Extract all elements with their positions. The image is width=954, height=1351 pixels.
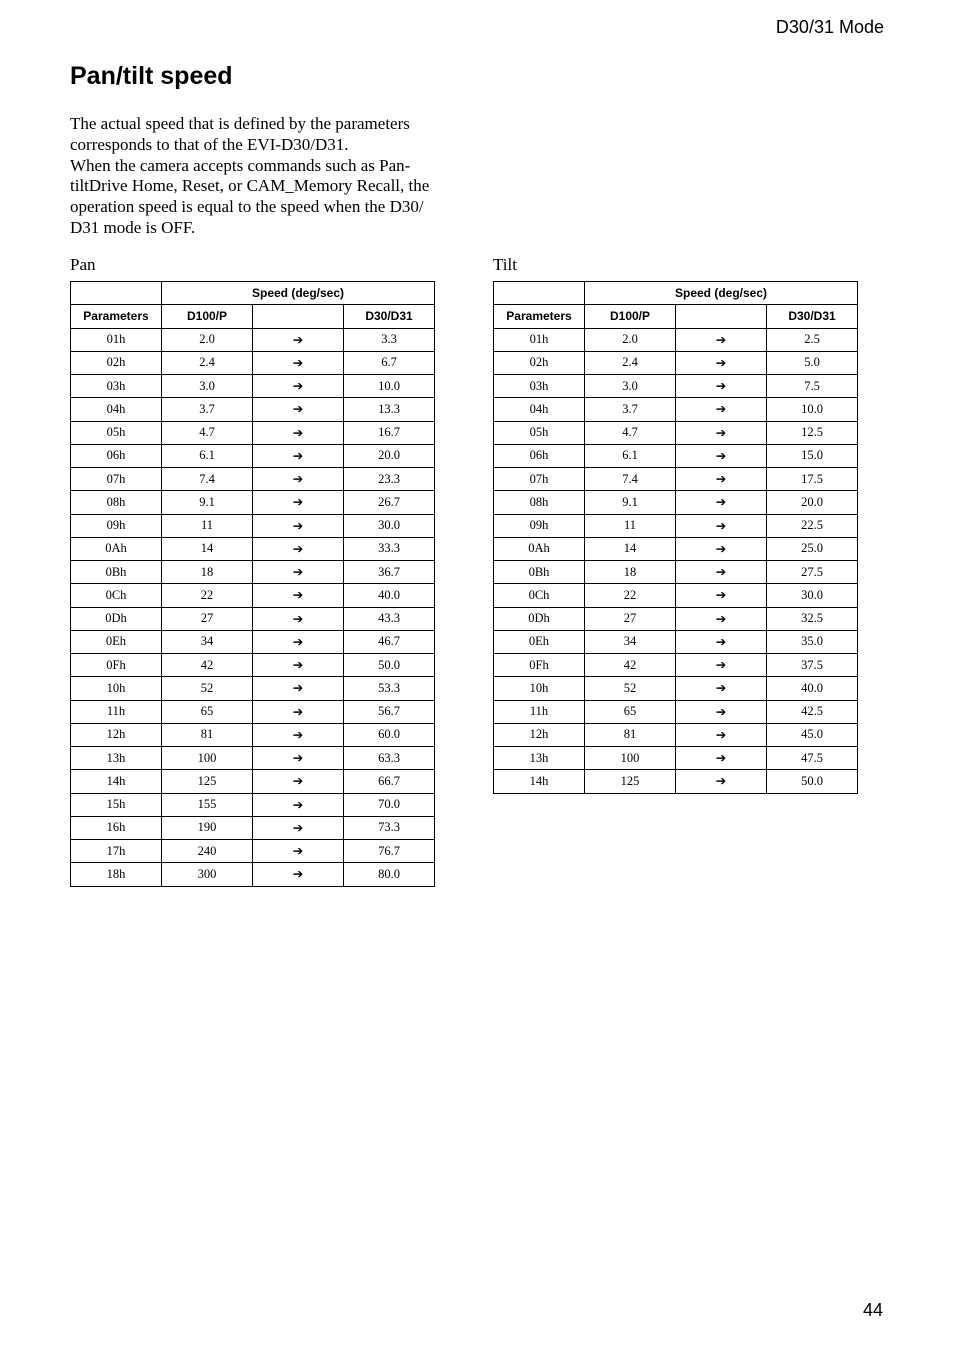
parameter-cell: 0Ch xyxy=(71,584,162,607)
arrow-icon: ➔ xyxy=(253,723,344,746)
arrow-icon: ➔ xyxy=(253,514,344,537)
d30d31-speed-cell: 12.5 xyxy=(767,421,858,444)
d30d31-speed-cell: 33.3 xyxy=(344,537,435,560)
parameter-cell: 0Fh xyxy=(71,654,162,677)
d30d31-speed-cell: 40.0 xyxy=(767,677,858,700)
table-row xyxy=(71,398,435,421)
parameter-cell: 0Bh xyxy=(71,561,162,584)
parameter-cell: 02h xyxy=(494,351,585,374)
table-row xyxy=(494,630,858,653)
d30d31-speed-cell: 17.5 xyxy=(767,468,858,491)
table-row xyxy=(71,723,435,746)
parameter-cell: 01h xyxy=(494,328,585,351)
d100p-header: D100/P xyxy=(162,305,253,328)
d30d31-speed-cell: 7.5 xyxy=(767,375,858,398)
parameter-cell: 0Dh xyxy=(71,607,162,630)
parameters-header: Parameters xyxy=(71,305,162,328)
arrow-icon: ➔ xyxy=(253,630,344,653)
d30d31-speed-cell: 37.5 xyxy=(767,654,858,677)
d100p-speed-cell: 4.7 xyxy=(585,421,676,444)
table-row xyxy=(494,700,858,723)
table-row xyxy=(71,770,435,793)
parameter-cell: 0Ch xyxy=(494,584,585,607)
d100p-speed-cell: 81 xyxy=(585,723,676,746)
arrow-icon: ➔ xyxy=(676,398,767,421)
arrow-icon: ➔ xyxy=(676,654,767,677)
d100p-speed-cell: 11 xyxy=(162,514,253,537)
parameter-cell: 14h xyxy=(494,770,585,793)
d30d31-speed-cell: 60.0 xyxy=(344,723,435,746)
table-row xyxy=(71,584,435,607)
table-row xyxy=(494,328,858,351)
arrow-icon: ➔ xyxy=(253,700,344,723)
d30d31-speed-cell: 56.7 xyxy=(344,700,435,723)
parameters-header: Parameters xyxy=(494,305,585,328)
d100p-speed-cell: 14 xyxy=(585,537,676,560)
pan-table-caption: Pan xyxy=(70,255,96,274)
arrow-icon: ➔ xyxy=(253,863,344,886)
tilt-speed-table xyxy=(493,281,858,794)
d100p-speed-cell: 18 xyxy=(585,561,676,584)
arrow-icon: ➔ xyxy=(676,747,767,770)
table-row xyxy=(494,468,858,491)
arrow-icon: ➔ xyxy=(676,630,767,653)
parameter-cell: 06h xyxy=(494,444,585,467)
d100p-speed-cell: 22 xyxy=(585,584,676,607)
arrow-icon: ➔ xyxy=(676,584,767,607)
d30d31-speed-cell: 25.0 xyxy=(767,537,858,560)
arrow-icon: ➔ xyxy=(253,375,344,398)
d30d31-speed-cell: 45.0 xyxy=(767,723,858,746)
d30d31-speed-cell: 46.7 xyxy=(344,630,435,653)
empty-header-cell xyxy=(676,305,767,328)
parameter-cell: 18h xyxy=(71,863,162,886)
d100p-speed-cell: 27 xyxy=(162,607,253,630)
arrow-icon: ➔ xyxy=(253,351,344,374)
d30d31-speed-cell: 50.0 xyxy=(767,770,858,793)
parameter-cell: 0Fh xyxy=(494,654,585,677)
table-header-row xyxy=(71,305,435,328)
d100p-speed-cell: 52 xyxy=(162,677,253,700)
arrow-icon: ➔ xyxy=(253,607,344,630)
table-row xyxy=(71,630,435,653)
table-row xyxy=(494,514,858,537)
d30d31-speed-cell: 6.7 xyxy=(344,351,435,374)
parameter-cell: 08h xyxy=(494,491,585,514)
table-row xyxy=(71,816,435,839)
parameter-cell: 0Ah xyxy=(71,537,162,560)
table-row xyxy=(494,491,858,514)
arrow-icon: ➔ xyxy=(253,677,344,700)
arrow-icon: ➔ xyxy=(253,816,344,839)
arrow-icon: ➔ xyxy=(253,328,344,351)
parameter-cell: 17h xyxy=(71,840,162,863)
parameter-cell: 10h xyxy=(494,677,585,700)
d100p-speed-cell: 22 xyxy=(162,584,253,607)
parameter-cell: 10h xyxy=(71,677,162,700)
d100p-speed-cell: 9.1 xyxy=(585,491,676,514)
d100p-speed-cell: 100 xyxy=(585,747,676,770)
arrow-icon: ➔ xyxy=(676,677,767,700)
parameter-cell: 03h xyxy=(494,375,585,398)
arrow-icon: ➔ xyxy=(676,468,767,491)
table-row xyxy=(71,654,435,677)
arrow-icon: ➔ xyxy=(253,793,344,816)
arrow-icon: ➔ xyxy=(253,537,344,560)
d30d31-speed-cell: 40.0 xyxy=(344,584,435,607)
d30d31-speed-cell: 23.3 xyxy=(344,468,435,491)
table-row xyxy=(71,537,435,560)
arrow-icon: ➔ xyxy=(253,444,344,467)
speed-group-header: Speed (deg/sec) xyxy=(585,282,858,305)
arrow-icon: ➔ xyxy=(676,514,767,537)
d100p-speed-cell: 9.1 xyxy=(162,491,253,514)
d100p-speed-cell: 52 xyxy=(585,677,676,700)
parameter-cell: 07h xyxy=(494,468,585,491)
parameter-cell: 12h xyxy=(494,723,585,746)
arrow-icon: ➔ xyxy=(676,561,767,584)
speed-group-header: Speed (deg/sec) xyxy=(162,282,435,305)
arrow-icon: ➔ xyxy=(676,700,767,723)
d100p-speed-cell: 65 xyxy=(585,700,676,723)
d100p-speed-cell: 3.7 xyxy=(162,398,253,421)
arrow-icon: ➔ xyxy=(253,561,344,584)
table-row xyxy=(71,514,435,537)
parameter-cell: 0Ah xyxy=(494,537,585,560)
table-row xyxy=(494,584,858,607)
d100p-header: D100/P xyxy=(585,305,676,328)
arrow-icon: ➔ xyxy=(676,723,767,746)
d100p-speed-cell: 34 xyxy=(585,630,676,653)
arrow-icon: ➔ xyxy=(253,421,344,444)
parameter-cell: 08h xyxy=(71,491,162,514)
arrow-icon: ➔ xyxy=(676,351,767,374)
d100p-speed-cell: 42 xyxy=(162,654,253,677)
d30d31-speed-cell: 32.5 xyxy=(767,607,858,630)
d30d31-speed-cell: 53.3 xyxy=(344,677,435,700)
d30d31-speed-cell: 10.0 xyxy=(767,398,858,421)
d100p-speed-cell: 2.4 xyxy=(585,351,676,374)
d100p-speed-cell: 125 xyxy=(162,770,253,793)
parameter-cell: 05h xyxy=(494,421,585,444)
parameter-cell: 02h xyxy=(71,351,162,374)
table-row xyxy=(494,421,858,444)
table-row xyxy=(494,537,858,560)
table-header-row xyxy=(494,305,858,328)
table-row xyxy=(494,398,858,421)
d100p-speed-cell: 2.0 xyxy=(162,328,253,351)
table-row xyxy=(71,421,435,444)
table-row xyxy=(494,654,858,677)
d100p-speed-cell: 81 xyxy=(162,723,253,746)
d100p-speed-cell: 2.0 xyxy=(585,328,676,351)
d100p-speed-cell: 190 xyxy=(162,816,253,839)
parameter-cell: 11h xyxy=(494,700,585,723)
table-row xyxy=(71,840,435,863)
table-row xyxy=(71,863,435,886)
d100p-speed-cell: 7.4 xyxy=(162,468,253,491)
intro-paragraph-1: The actual speed that is defined by the parameters corresponds to that of the EVI-D30/D31. xyxy=(70,114,410,154)
header-mode-label: D30/31 Mode xyxy=(775,17,884,37)
pan-speed-table xyxy=(70,281,435,887)
d100p-speed-cell: 240 xyxy=(162,840,253,863)
d30d31-speed-cell: 20.0 xyxy=(767,491,858,514)
d100p-speed-cell: 3.7 xyxy=(585,398,676,421)
arrow-icon: ➔ xyxy=(676,537,767,560)
table-row xyxy=(71,607,435,630)
parameter-cell: 0Bh xyxy=(494,561,585,584)
d30d31-speed-cell: 5.0 xyxy=(767,351,858,374)
d30d31-speed-cell: 50.0 xyxy=(344,654,435,677)
d100p-speed-cell: 155 xyxy=(162,793,253,816)
d30d31-speed-cell: 66.7 xyxy=(344,770,435,793)
table-row xyxy=(494,607,858,630)
arrow-icon: ➔ xyxy=(676,421,767,444)
table-row xyxy=(494,770,858,793)
tilt-table-caption: Tilt xyxy=(493,255,517,274)
table-row xyxy=(494,747,858,770)
table-row xyxy=(71,468,435,491)
d100p-speed-cell: 125 xyxy=(585,770,676,793)
d30d31-speed-cell: 22.5 xyxy=(767,514,858,537)
d30d31-speed-cell: 70.0 xyxy=(344,793,435,816)
arrow-icon: ➔ xyxy=(253,770,344,793)
d100p-speed-cell: 4.7 xyxy=(162,421,253,444)
d30d31-speed-cell: 76.7 xyxy=(344,840,435,863)
empty-header-cell xyxy=(494,282,585,305)
parameter-cell: 03h xyxy=(71,375,162,398)
intro-paragraph-2: When the camera accepts commands such as Pan-tiltDrive Home, Reset, or CAM_Memory Recall, the operation speed is equal to the speed when the D30/ D31 mode is OFF. xyxy=(70,155,430,237)
page-number: 44 xyxy=(862,1300,883,1320)
d30d31-speed-cell: 27.5 xyxy=(767,561,858,584)
table-row xyxy=(494,375,858,398)
empty-header-cell xyxy=(71,282,162,305)
d100p-speed-cell: 34 xyxy=(162,630,253,653)
table-row xyxy=(71,793,435,816)
table-row xyxy=(71,677,435,700)
arrow-icon: ➔ xyxy=(253,398,344,421)
arrow-icon: ➔ xyxy=(676,491,767,514)
arrow-icon: ➔ xyxy=(253,747,344,770)
intro-text xyxy=(70,114,450,239)
table-header-row xyxy=(494,282,858,305)
d30d31-speed-cell: 73.3 xyxy=(344,816,435,839)
parameter-cell: 04h xyxy=(494,398,585,421)
parameter-cell: 0Eh xyxy=(494,630,585,653)
table-row xyxy=(71,328,435,351)
empty-header-cell xyxy=(253,305,344,328)
d100p-speed-cell: 11 xyxy=(585,514,676,537)
d100p-speed-cell: 14 xyxy=(162,537,253,560)
table-row xyxy=(494,351,858,374)
arrow-icon: ➔ xyxy=(253,654,344,677)
table-row xyxy=(71,491,435,514)
d100p-speed-cell: 3.0 xyxy=(162,375,253,398)
arrow-icon: ➔ xyxy=(253,468,344,491)
parameter-cell: 12h xyxy=(71,723,162,746)
parameter-cell: 0Dh xyxy=(494,607,585,630)
d100p-speed-cell: 27 xyxy=(585,607,676,630)
d30d31-header: D30/D31 xyxy=(344,305,435,328)
parameter-cell: 0Eh xyxy=(71,630,162,653)
d30d31-speed-cell: 16.7 xyxy=(344,421,435,444)
d30d31-speed-cell: 43.3 xyxy=(344,607,435,630)
d100p-speed-cell: 6.1 xyxy=(162,444,253,467)
table-row xyxy=(71,375,435,398)
table-row xyxy=(494,561,858,584)
d30d31-speed-cell: 30.0 xyxy=(767,584,858,607)
parameter-cell: 11h xyxy=(71,700,162,723)
parameter-cell: 09h xyxy=(71,514,162,537)
d30d31-speed-cell: 30.0 xyxy=(344,514,435,537)
parameter-cell: 09h xyxy=(494,514,585,537)
table-row xyxy=(71,700,435,723)
d30d31-speed-cell: 42.5 xyxy=(767,700,858,723)
parameter-cell: 14h xyxy=(71,770,162,793)
d30d31-speed-cell: 20.0 xyxy=(344,444,435,467)
table-row xyxy=(71,747,435,770)
d30d31-speed-cell: 15.0 xyxy=(767,444,858,467)
parameter-cell: 06h xyxy=(71,444,162,467)
arrow-icon: ➔ xyxy=(253,584,344,607)
parameter-cell: 07h xyxy=(71,468,162,491)
d30d31-speed-cell: 13.3 xyxy=(344,398,435,421)
table-row xyxy=(71,561,435,584)
table-row xyxy=(494,444,858,467)
parameter-cell: 01h xyxy=(71,328,162,351)
d100p-speed-cell: 42 xyxy=(585,654,676,677)
arrow-icon: ➔ xyxy=(253,491,344,514)
d30d31-speed-cell: 80.0 xyxy=(344,863,435,886)
d100p-speed-cell: 6.1 xyxy=(585,444,676,467)
parameter-cell: 05h xyxy=(71,421,162,444)
d100p-speed-cell: 3.0 xyxy=(585,375,676,398)
table-row xyxy=(494,723,858,746)
parameter-cell: 13h xyxy=(494,747,585,770)
d100p-speed-cell: 300 xyxy=(162,863,253,886)
arrow-icon: ➔ xyxy=(253,840,344,863)
arrow-icon: ➔ xyxy=(676,328,767,351)
table-row xyxy=(71,351,435,374)
d30d31-speed-cell: 35.0 xyxy=(767,630,858,653)
table-row xyxy=(71,444,435,467)
parameter-cell: 16h xyxy=(71,816,162,839)
d100p-speed-cell: 7.4 xyxy=(585,468,676,491)
parameter-cell: 15h xyxy=(71,793,162,816)
d30d31-speed-cell: 3.3 xyxy=(344,328,435,351)
table-header-row xyxy=(71,282,435,305)
d30d31-speed-cell: 36.7 xyxy=(344,561,435,584)
d30d31-speed-cell: 2.5 xyxy=(767,328,858,351)
d100p-speed-cell: 100 xyxy=(162,747,253,770)
table-row xyxy=(494,677,858,700)
arrow-icon: ➔ xyxy=(676,444,767,467)
d100p-speed-cell: 18 xyxy=(162,561,253,584)
arrow-icon: ➔ xyxy=(676,375,767,398)
d30d31-speed-cell: 10.0 xyxy=(344,375,435,398)
d100p-speed-cell: 2.4 xyxy=(162,351,253,374)
page-title: Pan/tilt speed xyxy=(70,62,233,90)
arrow-icon: ➔ xyxy=(676,770,767,793)
d30d31-speed-cell: 47.5 xyxy=(767,747,858,770)
parameter-cell: 13h xyxy=(71,747,162,770)
d30d31-speed-cell: 63.3 xyxy=(344,747,435,770)
d100p-speed-cell: 65 xyxy=(162,700,253,723)
arrow-icon: ➔ xyxy=(676,607,767,630)
d30d31-header: D30/D31 xyxy=(767,305,858,328)
d30d31-speed-cell: 26.7 xyxy=(344,491,435,514)
parameter-cell: 04h xyxy=(71,398,162,421)
